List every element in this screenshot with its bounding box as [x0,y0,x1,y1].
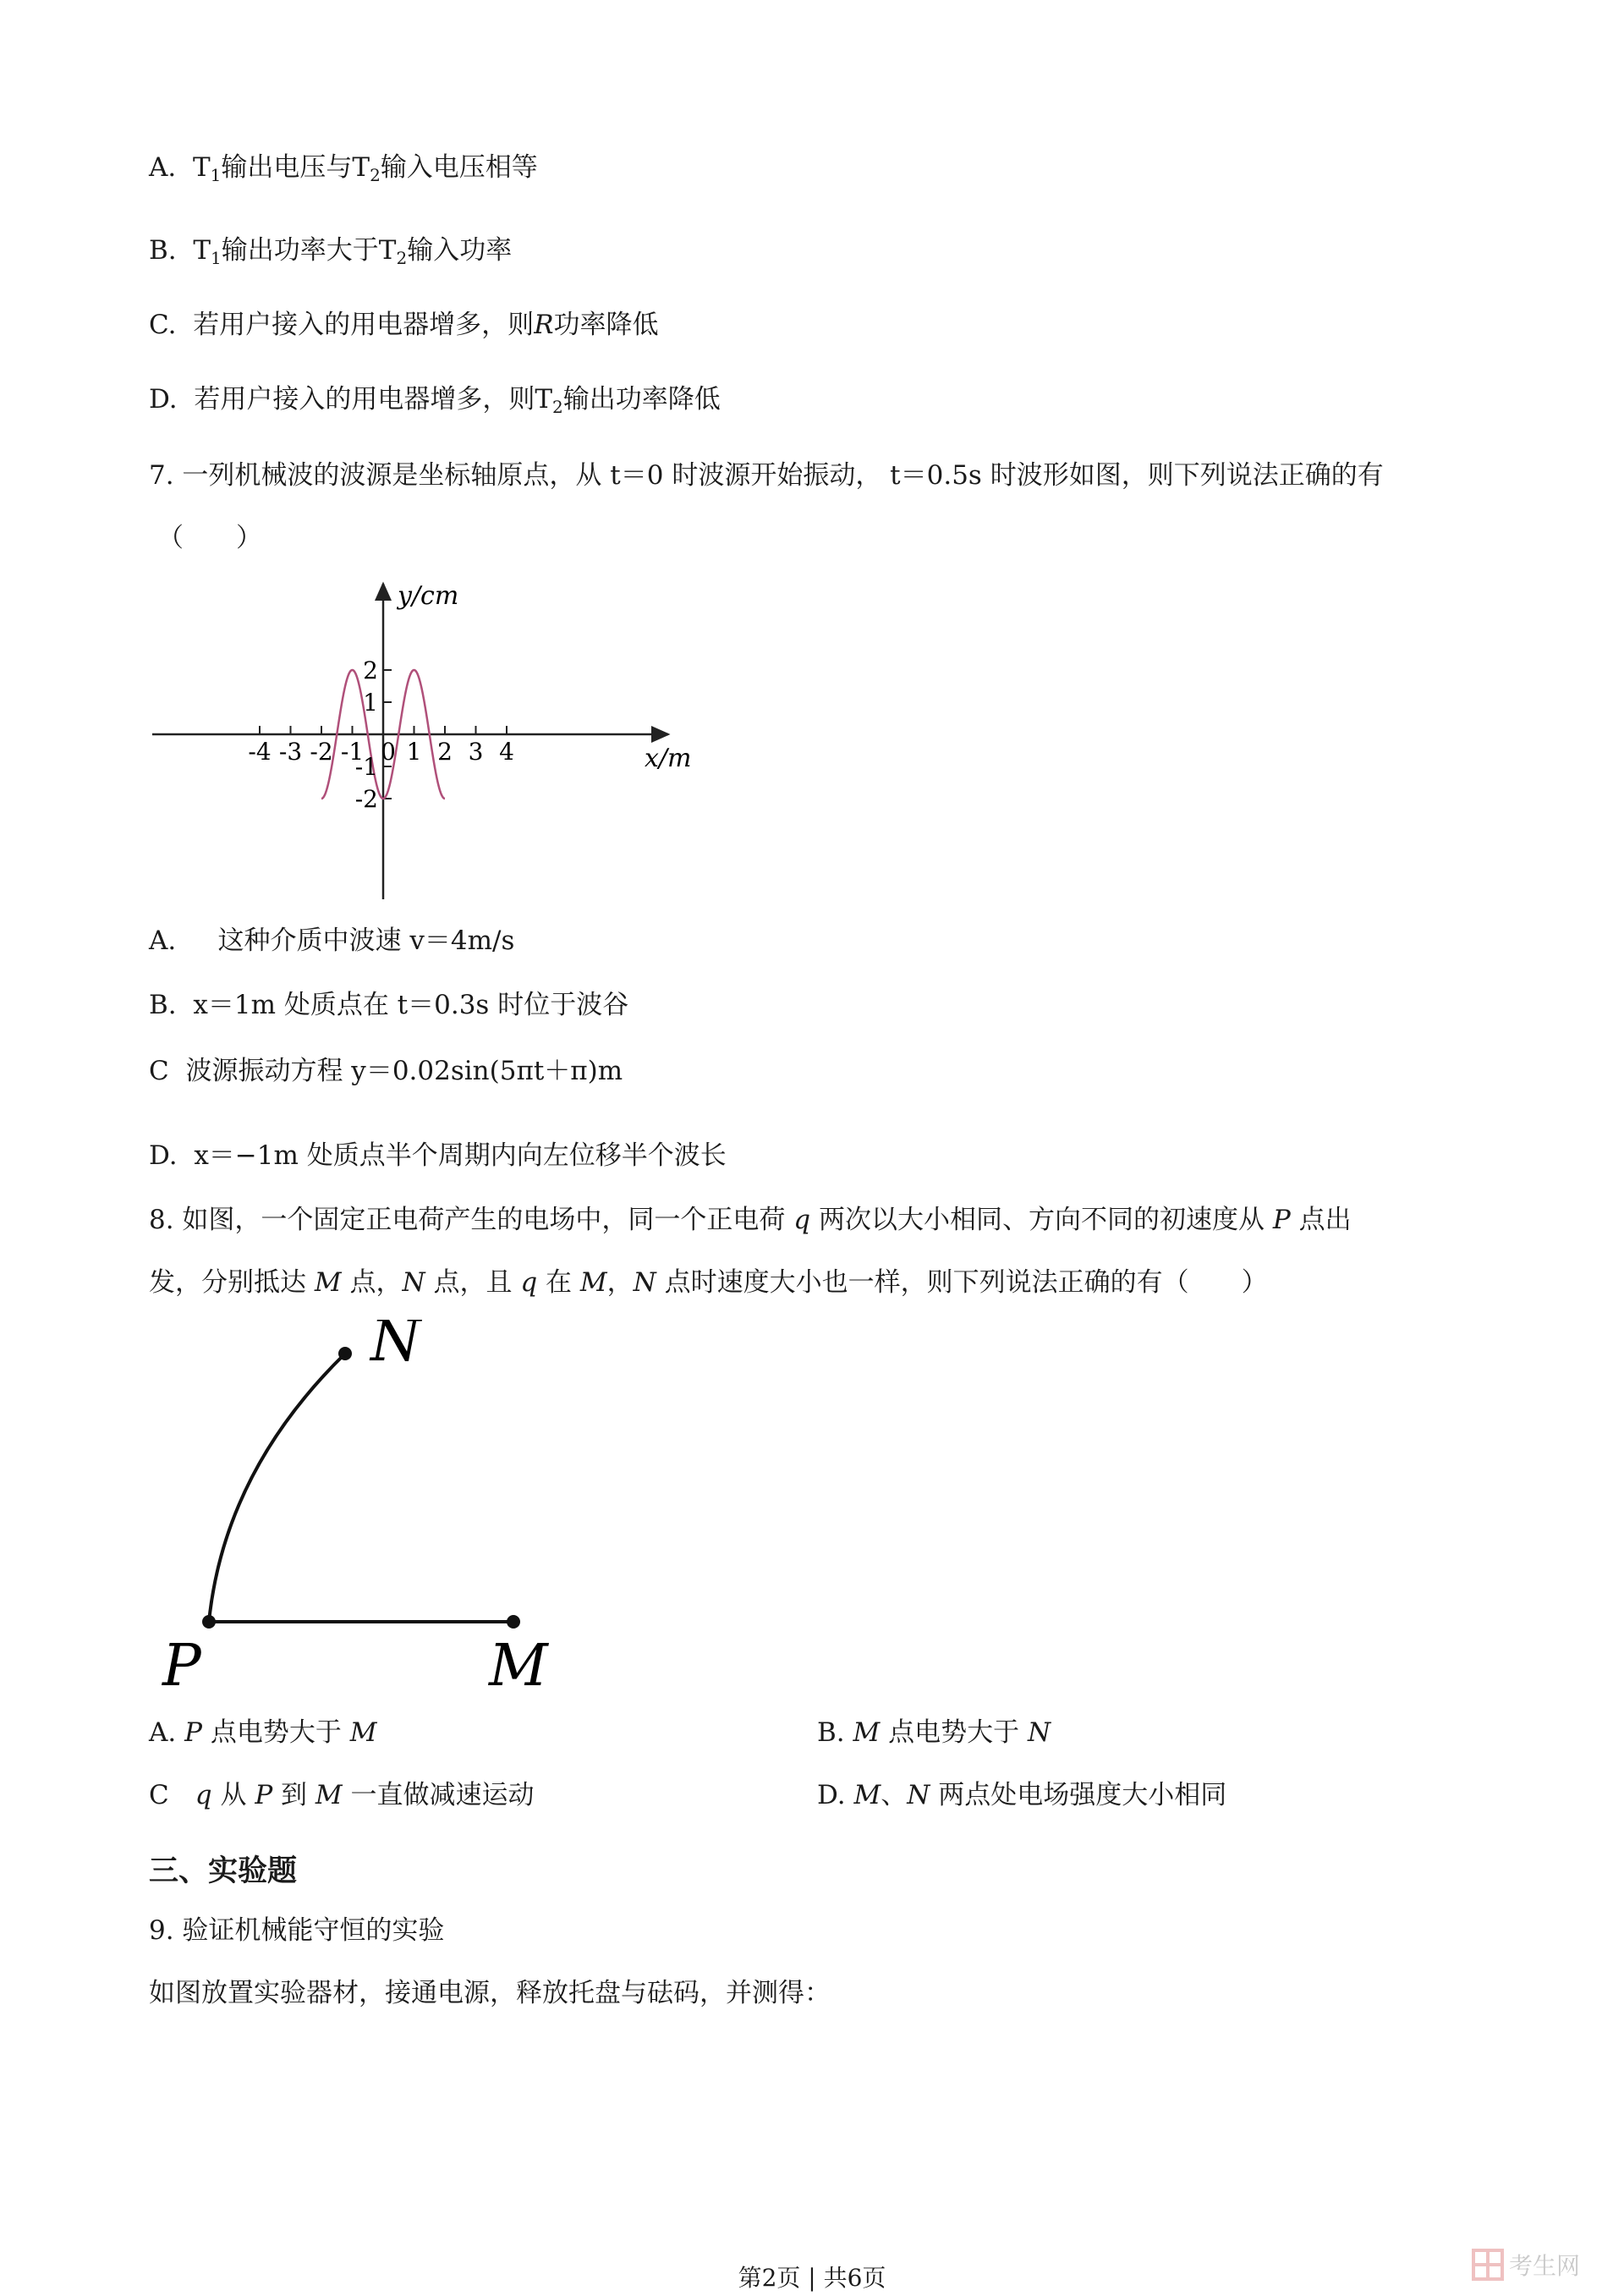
q6-option-c: C. 若用户接入的用电器增多，则R功率降低 [149,310,659,340]
q8-option-d: D. M、N 两点处电场强度大小相同 [817,1780,1227,1810]
x-tick-label: 2 [437,738,453,766]
svg-text:考生网: 考生网 [1509,2252,1581,2280]
q8-option-c: C q 从 P 到 M 一直做减速运动 [149,1780,535,1810]
x-tick-label: -3 [278,738,303,766]
field-diagram [144,1320,584,1709]
wave-chart [135,574,710,912]
q9-stem: 9. 验证机械能守恒的实验 [149,1915,445,1946]
q7-option-a: A. 这种介质中波速 v＝4m/s [149,926,515,956]
x-tick-label: -4 [248,738,272,766]
q6-option-d: D. 若用户接入的用电器增多，则$T_2$输出功率降低 [149,384,721,417]
q7-option-d: D. x＝−1m 处质点半个周期内向左位移半个波长 [149,1140,727,1171]
q6-option-b: B. $T_1$输出功率大于$T_2$输入功率 [149,235,513,268]
y-tick-label: -1 [354,753,378,781]
q8-option-a: A. P 点电势大于 M [149,1717,377,1748]
watermark-logo [1470,2242,1605,2289]
y-tick-label: 2 [363,656,378,684]
page-footer: 第2页 | 共6页 [738,2264,886,2292]
label-m: M [489,1633,548,1700]
x-axis-label: x/m [645,744,692,773]
point-n [338,1347,352,1360]
x-tick-label: 1 [406,738,422,766]
x-tick-label: 0 [381,738,396,766]
x-tick-label: 3 [468,738,484,766]
q8-stem-line2: 发，分别抵达 M 点，N 点，且 q 在 M，N 点时速度大小也一样，则下列说法正确的有（ ） [149,1267,1268,1298]
q6-option-a: A. $T_1$输出电压与$T_2$输入电压相等 [149,152,538,185]
y-axis-label: y/cm [398,581,459,611]
point-p [202,1615,216,1629]
q7-option-b: B. x＝1m 处质点在 t＝0.3s 时位于波谷 [149,990,629,1020]
path-p-to-n [209,1354,345,1622]
y-tick-label: 1 [363,689,378,717]
q8-option-b: B. M 点电势大于 N [817,1717,1051,1748]
q7-option-c: C 波源振动方程 y＝0.02sin(5πt＋π)m [149,1056,623,1086]
point-m [507,1615,520,1629]
section-heading: 三、实验题 [149,1854,298,1888]
x-tick-label: -1 [340,738,365,766]
q7-answer-paren: （ ） [157,523,262,553]
label-n: N [370,1320,421,1375]
label-p: P [162,1633,201,1700]
q9-instructions: 如图放置实验器材，接通电源，释放托盘与砝码，并测得： [149,1978,831,2008]
q7-stem: 7. 一列机械波的波源是坐标轴原点，从 t＝0 时波源开始振动， t＝0.5s 时波形如图，则下列说法正确的有 [149,460,1384,491]
y-tick-label: -2 [354,785,378,813]
x-tick-label: 4 [499,738,514,766]
q8-stem-line1: 8. 如图，一个固定正电荷产生的电场中，同一个正电荷 q 两次以大小相同、方向不同的初速度从 P 点出 [149,1205,1352,1235]
x-tick-label: -2 [310,738,333,766]
